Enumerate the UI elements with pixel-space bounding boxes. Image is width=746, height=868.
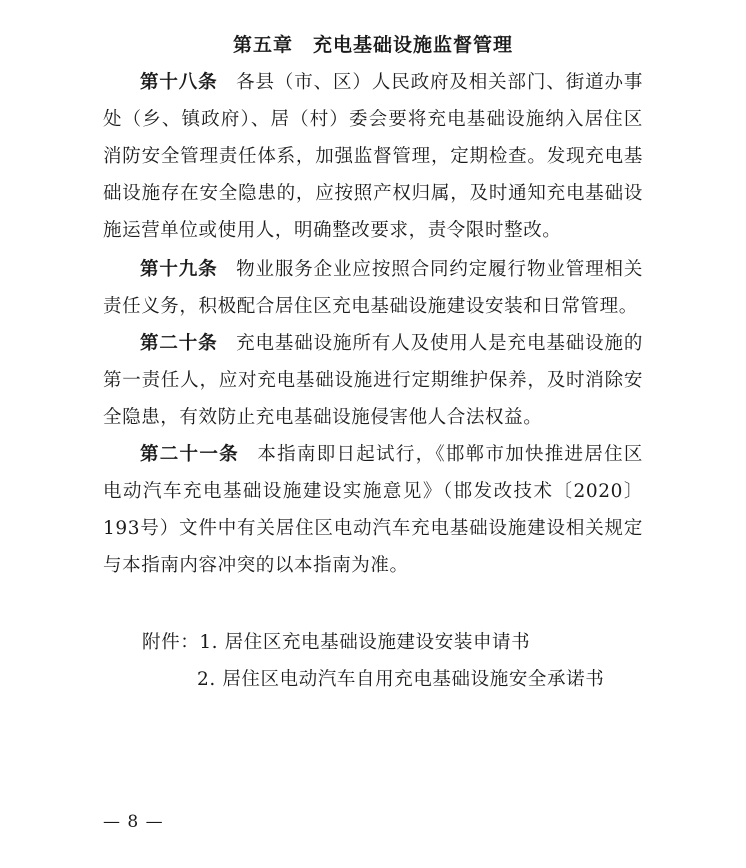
- article-21-label: 第二十一条: [140, 444, 239, 465]
- article-18-label: 第十八条: [140, 72, 218, 93]
- article-19-text: 物业服务企业应按照合同约定履行物业管理相关责任义务，积极配合居住区充电基础设施建设安装和日常管理。: [103, 259, 644, 317]
- article-20: [103, 325, 643, 436]
- article-20-label: 第二十条: [140, 333, 218, 354]
- attachment-item-2: 2. 居住区电动汽车自用充电基础设施安全承诺书: [197, 669, 605, 690]
- attachment-row-1: [142, 624, 604, 661]
- attachments-prefix: 附件：: [142, 632, 200, 653]
- article-18-text: 各县（市、区）人民政府及相关部门、街道办事处（乡、镇政府）、居（村）委会要将充电基础设施纳入居住区消防安全管理责任体系，加强监督管理，定期检查。发现充电基础设施存在安全隐患的，应按照产权归属，及时通知充电基础设施运营单位或使用人，明确整改要求，责令限时整改。: [103, 72, 644, 241]
- article-20-text: 充电基础设施所有人及使用人是充电基础设施的第一责任人，应对充电基础设施进行定期维护保养，及时消除安全隐患，有效防止充电基础设施侵害他人合法权益。: [103, 333, 644, 428]
- attachments-block: [142, 624, 604, 698]
- attachment-item-1: 1. 居住区充电基础设施建设安装申请书: [199, 632, 531, 653]
- page-number: — 8 —: [103, 812, 164, 832]
- article-21-text: 本指南即日起试行，《邯郸市加快推进居住区电动汽车充电基础设施建设实施意见》（邯发改技术〔2020〕193号）文件中有关居住区电动汽车充电基础设施建设相关规定与本指南内容冲突的以本指南为准。: [103, 444, 643, 576]
- chapter-title: 第五章 充电基础设施监督管理: [232, 34, 513, 56]
- article-21: [103, 436, 643, 584]
- attachment-row-2: [142, 661, 604, 698]
- article-19: [103, 251, 643, 325]
- article-19-label: 第十九条: [140, 259, 218, 280]
- article-18: [103, 64, 643, 249]
